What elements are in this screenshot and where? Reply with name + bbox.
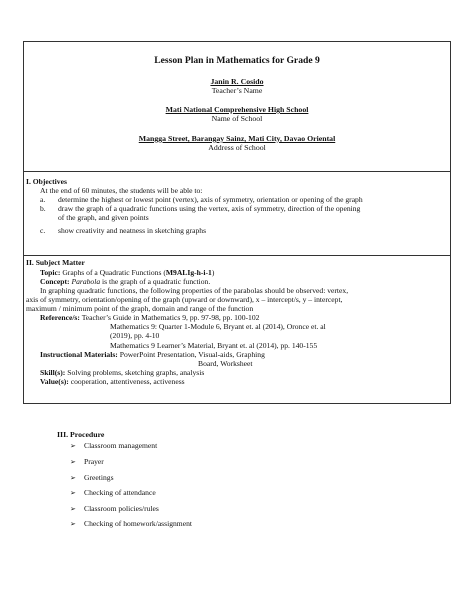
arrow-bullet-icon: ➢ [70,505,76,513]
teacher-name: Janin R. Cosido [210,77,264,86]
objective-marker-c: c. [40,226,46,235]
objective-item-c: show creativity and neatness in sketching graphs [58,226,207,235]
concept-label: Concept: [40,277,70,286]
topic-close: ) [211,268,215,277]
address-label: Address of School [208,143,266,152]
topic-label: Topic: [40,268,61,277]
procedure-item [70,473,114,483]
procedure-item [70,488,156,498]
objectives-heading: I. Objectives [26,177,67,186]
objectives-intro: At the end of 60 minutes, the students will be able to: [40,186,203,195]
reference-line-2: Mathematics 9: Quarter 1-Module 6, Bryant et. al (2014), Oronce et. al [110,322,326,331]
procedure-item-label: Classroom policies/rules [84,504,159,513]
paragraph-line-1: In graphing quadratic functions, the following properties of the parabolas should be observed: vertex, [40,286,349,295]
procedure-item [70,457,104,467]
reference-label: Reference/s: [40,313,80,322]
concept-term: Parabola [71,277,101,286]
topic-line [40,268,214,277]
values-text: cooperation, attentiveness, activeness [70,377,185,386]
objective-item-a: determine the highest or lowest point (vertex), axis of symmetry, orientation or opening of the graph [58,195,363,204]
school-address: Mangga Street, Barangay Sainz, Mati City, Davao Oriental [138,134,336,143]
procedure-item-label: Checking of attendance [84,488,156,497]
reference-line-4: Mathematics 9 Learner’s Material, Bryant et. al (2014), pp. 140-155 [110,341,318,350]
materials-line-2: Board, Worksheet [198,359,253,368]
procedure-item [70,441,157,451]
objective-marker-a: a. [40,195,46,204]
materials-line-1 [40,350,265,359]
reference-line-3: (2019), pp. 4-10 [110,331,160,340]
materials-label: Instructional Materials: [40,350,118,359]
document-title: Lesson Plan in Mathematics for Grade 9 [154,55,320,66]
school-name: Mati National Comprehensive High School [165,105,309,114]
reference-text-1: Teacher’s Guide in Mathematics 9, pp. 97-98, pp. 100-102 [81,313,260,322]
topic-code: M9ALIg-h-i-1 [165,268,212,277]
concept-text: is the graph of a quadratic function. [102,277,211,286]
procedure-item-label: Greetings [84,473,114,482]
school-label: Name of School [211,114,263,123]
arrow-bullet-icon: ➢ [70,474,76,482]
skills-text: Solving problems, sketching graphs, analysis [67,368,205,377]
arrow-bullet-icon: ➢ [70,520,76,528]
skills-label: Skill(s): [40,368,66,377]
arrow-bullet-icon: ➢ [70,442,76,450]
arrow-bullet-icon: ➢ [70,458,76,466]
procedure-item [70,519,192,529]
objective-marker-b: b. [40,204,46,213]
subject-matter-heading: II. Subject Matter [26,258,85,267]
objective-item-b: draw the graph of a quadratic functions using the vertex, axis of symmetry, direction of the opening [58,204,361,213]
arrow-bullet-icon: ➢ [70,489,76,497]
paragraph-line-2: axis of symmetry, orientation/opening of the graph (upward or downward), x – intercept/s, y – intercept, [26,295,343,304]
concept-line [40,277,210,286]
values-line [40,377,185,386]
teacher-label: Teacher’s Name [211,86,263,95]
topic-text: Graphs of a Quadratic Functions ( [62,268,166,277]
materials-text-1: PowerPoint Presentation, Visual-aids, Graphing [119,350,265,359]
skills-line [40,368,204,377]
procedure-item-label: Prayer [84,457,104,466]
procedure-item [70,504,159,514]
paragraph-line-3: maximum / minimum point of the graph, domain and range of the function [26,304,254,313]
values-label: Value(s): [40,377,69,386]
procedure-item-label: Classroom management [84,441,158,450]
objective-item-b-cont: of the graph, and given points [58,213,149,222]
reference-line-1 [40,313,259,322]
procedure-item-label: Checking of homework/assignment [84,519,192,528]
procedure-heading: III. Procedure [57,430,105,439]
